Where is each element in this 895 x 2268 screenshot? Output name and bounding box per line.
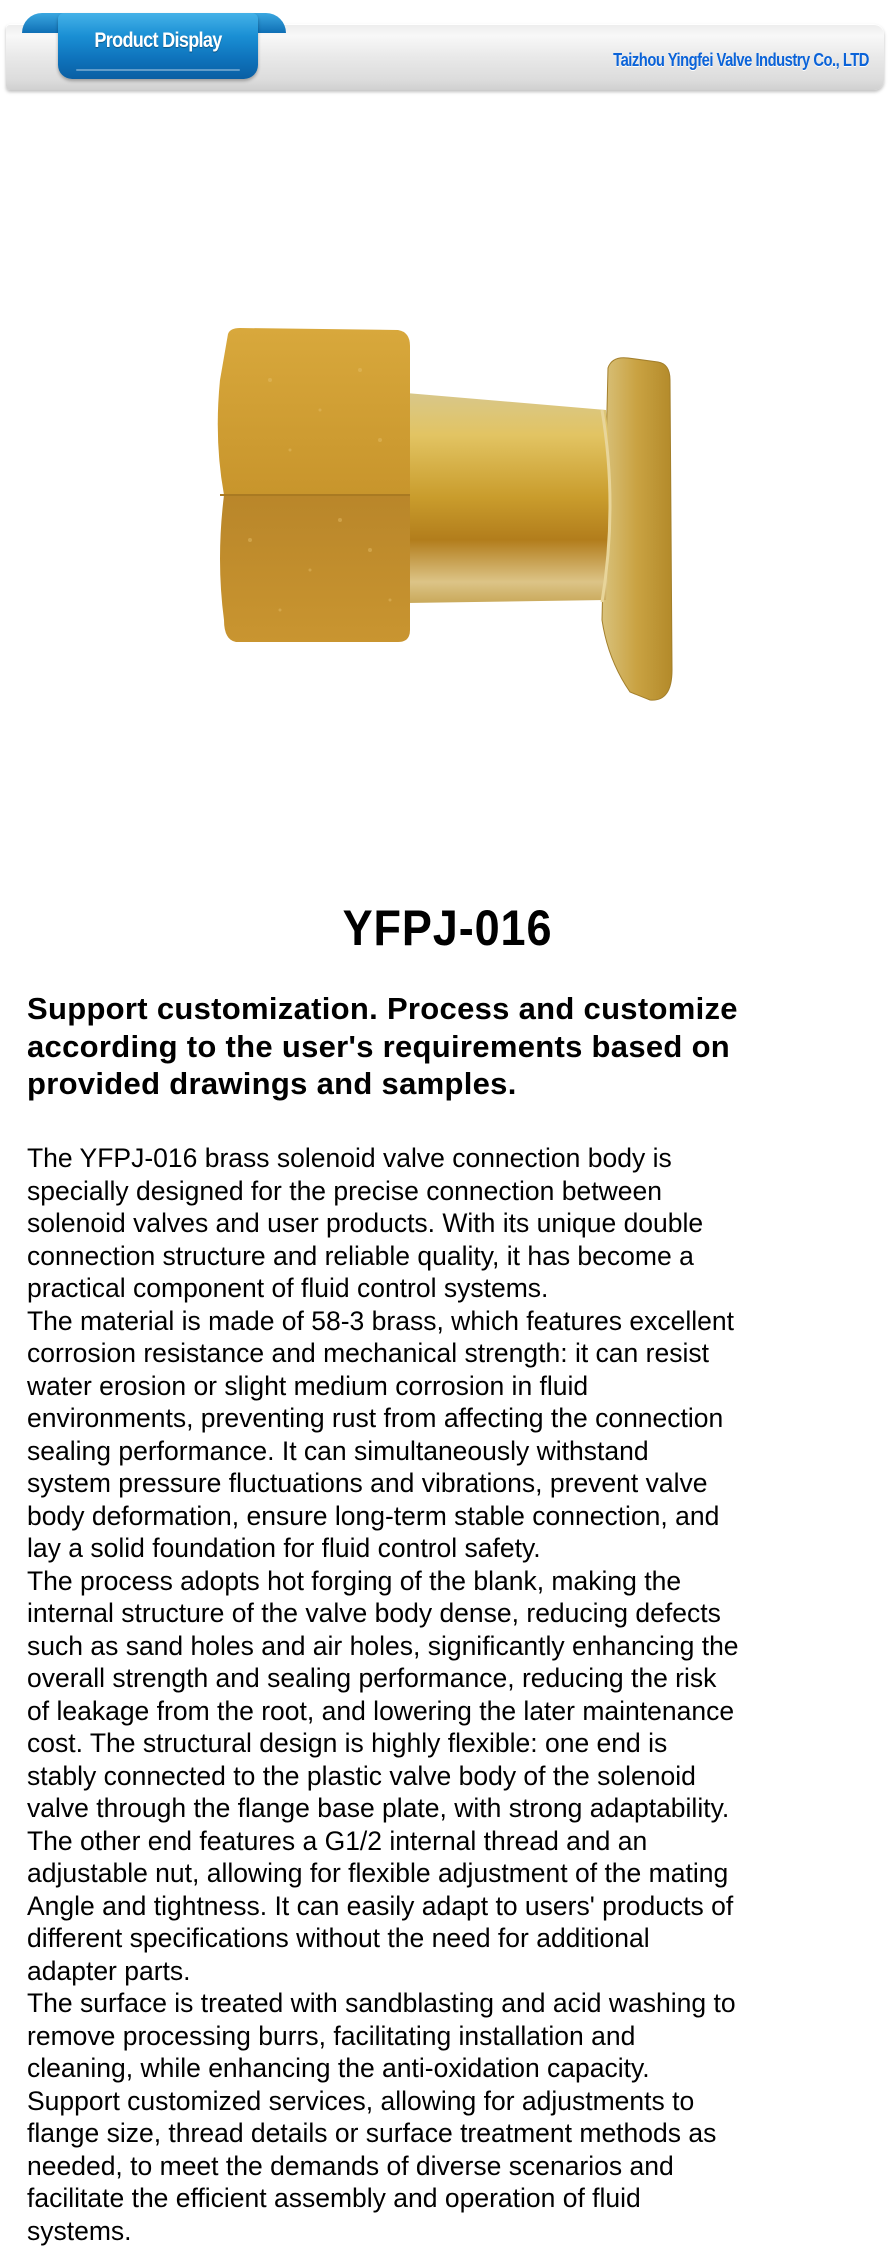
description-line: facilitate the efficient assembly and operation of fluid: [27, 2183, 641, 2213]
description-line: remove processing burrs, facilitating installation and: [27, 2020, 636, 2051]
description-line: adapter parts.: [27, 1955, 191, 1986]
description-line: cleaning, while enhancing the anti-oxidation capacity.: [27, 2053, 650, 2083]
description-line: connection structure and reliable quality, it has become a: [27, 1240, 694, 1271]
subtitle-line: according to the user's requirements based on: [27, 1028, 731, 1064]
description-line: corrosion resistance and mechanical strength: it can resist: [27, 1338, 709, 1368]
description-line: The process adopts hot forging of the blank, making the: [27, 1565, 682, 1596]
product-description: [27, 1142, 877, 2247]
description-line: cost. The structural design is highly flexible: one end is: [27, 1728, 668, 1758]
product-display-label: Product Display: [94, 29, 222, 52]
description-line: needed, to meet the demands of diverse scenarios and: [27, 2150, 674, 2181]
description-line: The YFPJ-016 brass solenoid valve connection body is: [27, 1143, 672, 1173]
subtitle-line: provided drawings and samples.: [27, 1066, 517, 1101]
description-line: Support customized services, allowing for adjustments to: [27, 2085, 695, 2116]
description-line: specially designed for the precise connection between: [27, 1175, 662, 1206]
description-line: stably connected to the plastic valve body of the solenoid: [27, 1760, 696, 1791]
hex-nut-bottom: [220, 495, 410, 642]
description-line: adjustable nut, allowing for flexible adjustment of the mating: [27, 1858, 729, 1888]
description-line: The material is made of 58-3 brass, which features excellent: [27, 1305, 734, 1336]
description-line: overall strength and sealing performance, reducing the risk: [27, 1663, 717, 1693]
description-line: lay a solid foundation for fluid control safety.: [27, 1533, 541, 1563]
description-line: The other end features a G1/2 internal thread and an: [27, 1825, 648, 1856]
cylinder-body: [406, 393, 610, 603]
description-line: flange size, thread details or surface treatment methods as: [27, 2118, 717, 2148]
description-line: valve through the flange base plate, with strong adaptability.: [27, 1793, 730, 1823]
description-line: system pressure fluctuations and vibrations, prevent valve: [27, 1468, 708, 1498]
description-line: systems.: [27, 2215, 132, 2246]
description-line: water erosion or slight medium corrosion in fluid: [27, 1370, 589, 1401]
description-line: Angle and tightness. It can easily adapt to users' products of: [27, 1890, 734, 1921]
flange-plate: [602, 358, 672, 700]
description-line: sealing performance. It can simultaneously withstand: [27, 1435, 649, 1466]
description-line: internal structure of the valve body dense, reducing defects: [27, 1598, 721, 1628]
description-line: environments, preventing rust from affecting the connection: [27, 1403, 724, 1433]
description-line: body deformation, ensure long-term stable connection, and: [27, 1500, 720, 1531]
product-image: [210, 320, 690, 720]
subtitle-line: Support customization. Process and customize: [27, 991, 738, 1026]
description-line: of leakage from the root, and lowering the later maintenance: [27, 1695, 735, 1726]
customization-subtitle: [27, 990, 877, 1103]
description-line: such as sand holes and air holes, significantly enhancing the: [27, 1630, 739, 1661]
product-display-ribbon: [58, 13, 258, 79]
description-line: different specifications without the need for additional: [27, 1923, 650, 1953]
description-line: solenoid valves and user products. With its unique double: [27, 1208, 704, 1238]
description-line: practical component of fluid control systems.: [27, 1273, 549, 1303]
product-display-header: [0, 0, 895, 100]
hex-nut-top: [218, 328, 410, 495]
company-name: Taizhou Yingfei Valve Industry Co., LTD: [613, 50, 869, 70]
product-model-title: YFPJ-016: [342, 900, 553, 956]
description-line: The surface is treated with sandblasting and acid washing to: [27, 1988, 736, 2018]
